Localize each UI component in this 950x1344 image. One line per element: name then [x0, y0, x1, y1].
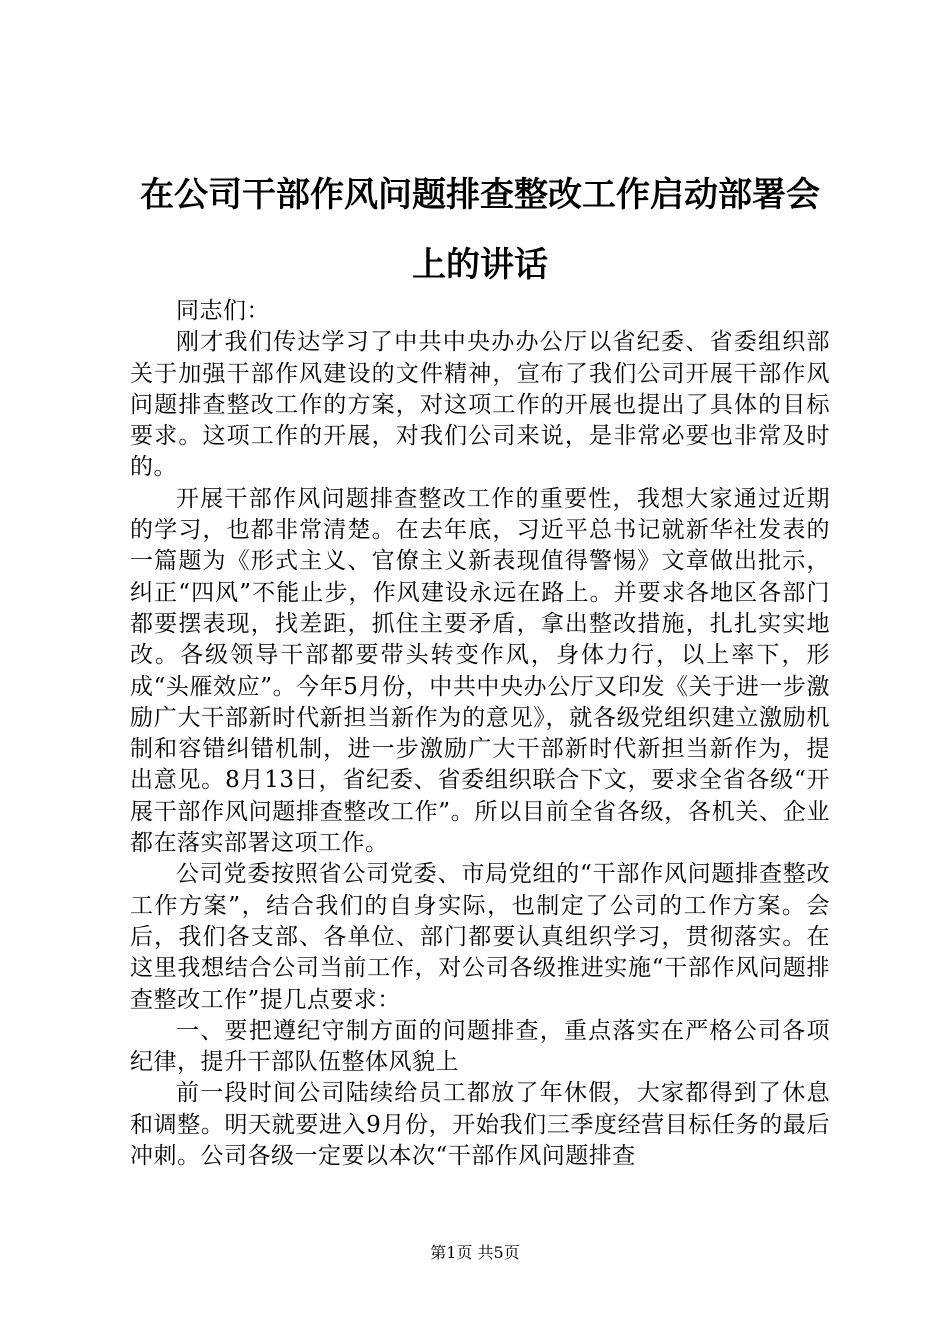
- document-title: [110, 160, 850, 300]
- salutation: 同志们：: [176, 298, 270, 324]
- paragraph: 前一段时间公司陆续给员工都放了年休假，大家都得到了休息和调整。明天就要进入9月份，开始我们三季度经营目标任务的最后冲刺。公司各级一定要以本次“干部作风问题排查: [130, 1080, 830, 1170]
- paragraph: 开展干部作风问题排查整改工作的重要性，我想大家通过近期的学习，也都非常清楚。在去年底，习近平总书记就新华社发表的一篇题为《形式主义、官僚主义新表现值得警惕》文章做出批示，纠正“四风”不能止步，作风建设永远在路上。并要求各地区各部门都要摆表现，找差距，抓住主要矛盾，拿出整改措施，扎扎实实地改。各级领导干部都要带头转变作风，身体力行，以上率下，形成“头雁效应”。今年5月份，中共中央办公厅又印发《关于进一步激励广大干部新时代新担当新作为的意见》，就各级党组织建立激励机制和容错纠错机制，进一步激励广大干部新时代新担当新作为，提出意见。8月13日，省纪委、省委组织联合下文，要求全省各级“开展干部作风问题排查整改工作”。所以目前全省各级，各机关、企业都在落实部署这项工作。: [130, 485, 830, 857]
- document-body: [130, 296, 830, 1172]
- paragraph: 公司党委按照省公司党委、市局党组的“干部作风问题排查整改工作方案”，结合我们的自身实际，也制定了公司的工作方案。会后，我们各支部、各单位、部门都要认真组织学习，贯彻落实。在这里我想结合公司当前工作，对公司各级推进实施“干部作风问题排查整改工作”提几点要求：: [130, 861, 830, 1013]
- title-line-1: 在公司干部作风问题排查整改工作启动部署会: [140, 175, 820, 215]
- paragraph: 刚才我们传达学习了中共中央办办公厅以省纪委、省委组织部关于加强干部作风建设的文件精神，宣布了我们公司开展干部作风问题排查整改工作的方案，对这项工作的开展也提出了具体的目标要求。这项工作的开展，对我们公司来说，是非常必要也非常及时的。: [130, 329, 830, 481]
- page-footer: 第1页 共5页: [430, 1243, 520, 1262]
- section-heading: 一、要把遵纪守制方面的问题排查，重点落实在严格公司各项纪律，提升干部队伍整体风貌上: [130, 1017, 830, 1076]
- title-line-2: 上的讲话: [412, 245, 548, 285]
